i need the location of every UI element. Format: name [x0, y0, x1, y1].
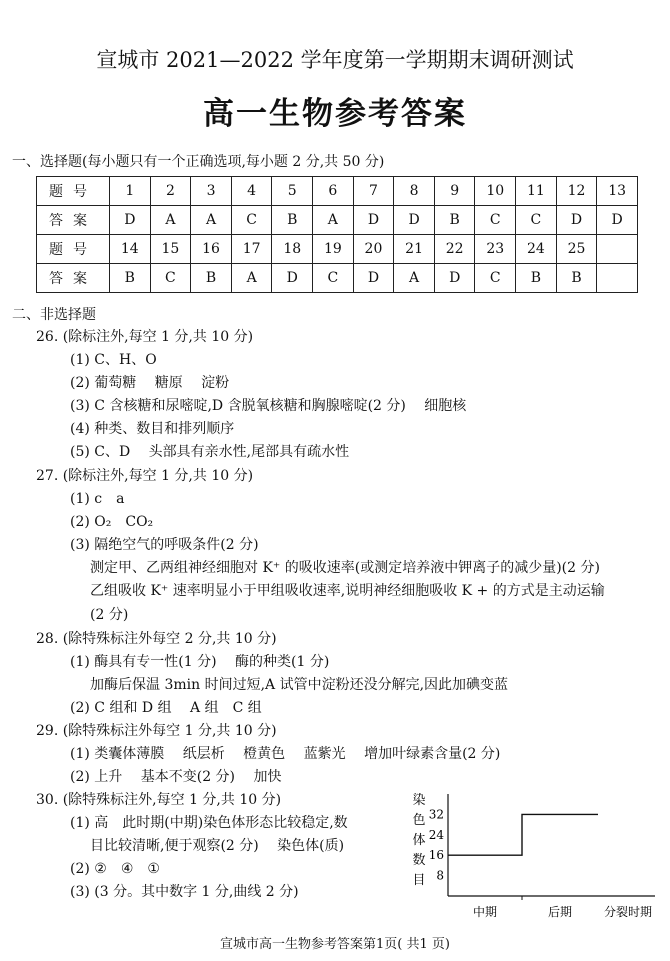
table-cell: C: [313, 264, 354, 293]
chromosome-curve: [448, 814, 598, 855]
y-tick-label: 8: [436, 868, 444, 883]
question-heading: 29. (除特殊标注外每空 1 分,共 10 分): [36, 723, 277, 739]
x-tick-label: 分裂时期: [603, 905, 653, 919]
answer-line: 测定甲、乙两组神经细胞对 K⁺ 的吸收速率(或测定培养液中钾离子的减少量)(2 分): [90, 560, 600, 576]
answer-line: (1) 类囊体薄膜 纸层析 橙黄色 蓝紫光 增加叶绿素含量(2 分): [70, 746, 501, 762]
table-cell: 18: [272, 235, 313, 264]
answer-line: (5) C、D 头部具有亲水性,尾部具有疏水性: [70, 444, 350, 460]
table-cell: D: [272, 264, 313, 293]
ylabel-char: 染: [412, 793, 426, 808]
y-tick-label: 16: [428, 848, 444, 863]
table-cell: 13: [597, 177, 638, 206]
table-cell: B: [556, 264, 597, 293]
row-label: 题号: [37, 177, 110, 206]
answer-line: (1) 酶具有专一性(1 分) 酶的种类(1 分): [70, 654, 330, 670]
section-heading-nonchoice: 二、非选择题: [12, 307, 96, 323]
table-row: [37, 177, 638, 206]
table-cell: A: [191, 206, 232, 235]
document-subtitle: 高一生物参考答案: [203, 96, 467, 132]
table-cell: D: [556, 206, 597, 235]
table-cell: C: [516, 206, 557, 235]
table-cell: B: [191, 264, 232, 293]
table-cell: D: [434, 264, 475, 293]
section-heading-choice: 一、选择题(每小题只有一个正确选项,每小题 2 分,共 50 分): [12, 154, 385, 170]
table-cell: B: [516, 264, 557, 293]
answer-line: (1) C、H、O: [70, 352, 157, 368]
y-axis-label: [412, 792, 425, 888]
question-heading: 30. (除特殊标注外,每空 1 分,共 10 分): [36, 792, 282, 808]
table-cell: 23: [475, 235, 516, 264]
table-cell: 12: [556, 177, 597, 206]
table-cell: 10: [475, 177, 516, 206]
table-cell: 2: [150, 177, 191, 206]
row-label: 答案: [37, 264, 110, 293]
row-label: 题号: [37, 235, 110, 264]
table-row: [37, 264, 638, 293]
table-cell: C: [475, 264, 516, 293]
table-cell: 19: [313, 235, 354, 264]
table-cell: C: [475, 206, 516, 235]
x-tick-label: 后期: [547, 905, 573, 919]
table-cell: 4: [231, 177, 272, 206]
table-cell: A: [150, 206, 191, 235]
answer-line: (2) 葡萄糖 糖原 淀粉: [70, 375, 230, 391]
ylabel-char: 色: [412, 813, 426, 828]
ylabel-char: 体: [412, 833, 426, 848]
document-title: 宣城市 2021—2022 学年度第一学期期末调研测试: [96, 48, 574, 72]
table-cell: 24: [516, 235, 557, 264]
answer-line: (2) 上升 基本不变(2 分) 加快: [70, 769, 282, 785]
row-label: 答案: [37, 206, 110, 235]
table-cell: 1: [110, 177, 151, 206]
table-cell: 15: [150, 235, 191, 264]
answer-line: (3) C 含核糖和尿嘧啶,D 含脱氧核糖和胸腺嘧啶(2 分) 细胞核: [70, 398, 467, 414]
question-heading: 27. (除标注外,每空 1 分,共 10 分): [36, 468, 254, 484]
answer-line: (2) ② ④ ①: [70, 861, 160, 877]
table-cell: D: [353, 206, 394, 235]
table-cell: [597, 235, 638, 264]
answer-line: (2 分): [90, 607, 129, 623]
y-tick-label: 24: [428, 827, 444, 842]
table-cell: D: [394, 206, 435, 235]
table-cell: D: [110, 206, 151, 235]
table-cell: 5: [272, 177, 313, 206]
answer-line: 目比较清晰,便于观察(2 分) 染色体(质): [90, 838, 345, 854]
table-cell: 11: [516, 177, 557, 206]
x-tick-label: 中期: [472, 905, 498, 919]
answer-line: (3) 隔绝空气的呼吸条件(2 分): [70, 537, 259, 553]
table-cell: 17: [231, 235, 272, 264]
table-cell: A: [313, 206, 354, 235]
chromosome-chart: [400, 788, 665, 928]
answer-line: (1) c a: [70, 491, 125, 507]
table-cell: A: [231, 264, 272, 293]
table-cell: 7: [353, 177, 394, 206]
table-cell: 9: [434, 177, 475, 206]
ylabel-char: 数: [412, 853, 426, 868]
page-footer: 宣城市高一生物参考答案第1页( 共1 页): [220, 937, 450, 952]
table-cell: C: [231, 206, 272, 235]
table-cell: 6: [313, 177, 354, 206]
table-cell: 8: [394, 177, 435, 206]
table-cell: 3: [191, 177, 232, 206]
answer-line: 加酶后保温 3min 时间过短,A 试管中淀粉还没分解完,因此加碘变蓝: [90, 677, 509, 693]
y-tick-label: 32: [428, 807, 444, 822]
table-row: [37, 206, 638, 235]
table-cell: 22: [434, 235, 475, 264]
answer-table: [36, 176, 638, 293]
table-cell: 14: [110, 235, 151, 264]
answer-line: (4) 种类、数目和排列顺序: [70, 421, 235, 437]
table-cell: 20: [353, 235, 394, 264]
answer-line: (3) (3 分。其中数字 1 分,曲线 2 分): [70, 884, 299, 900]
answer-line: (2) C 组和 D 组 A 组 C 组: [70, 700, 262, 716]
table-cell: 16: [191, 235, 232, 264]
table-cell: 21: [394, 235, 435, 264]
table-cell: B: [434, 206, 475, 235]
question-heading: 28. (除特殊标注外每空 2 分,共 10 分): [36, 631, 277, 647]
answer-line: (2) O₂ CO₂: [70, 514, 154, 530]
table-cell: D: [597, 206, 638, 235]
answer-line: (1) 高 此时期(中期)染色体形态比较稳定,数: [70, 815, 348, 831]
table-row: [37, 235, 638, 264]
question-heading: 26. (除标注外,每空 1 分,共 10 分): [36, 329, 254, 345]
table-cell: A: [394, 264, 435, 293]
ylabel-char: 目: [412, 873, 426, 888]
table-cell: B: [272, 206, 313, 235]
table-cell: B: [110, 264, 151, 293]
table-cell: D: [353, 264, 394, 293]
table-cell: C: [150, 264, 191, 293]
table-cell: [597, 264, 638, 293]
table-cell: 25: [556, 235, 597, 264]
answer-line: 乙组吸收 K⁺ 速率明显小于甲组吸收速率,说明神经细胞吸收 K + 的方式是主动运输: [90, 583, 605, 599]
